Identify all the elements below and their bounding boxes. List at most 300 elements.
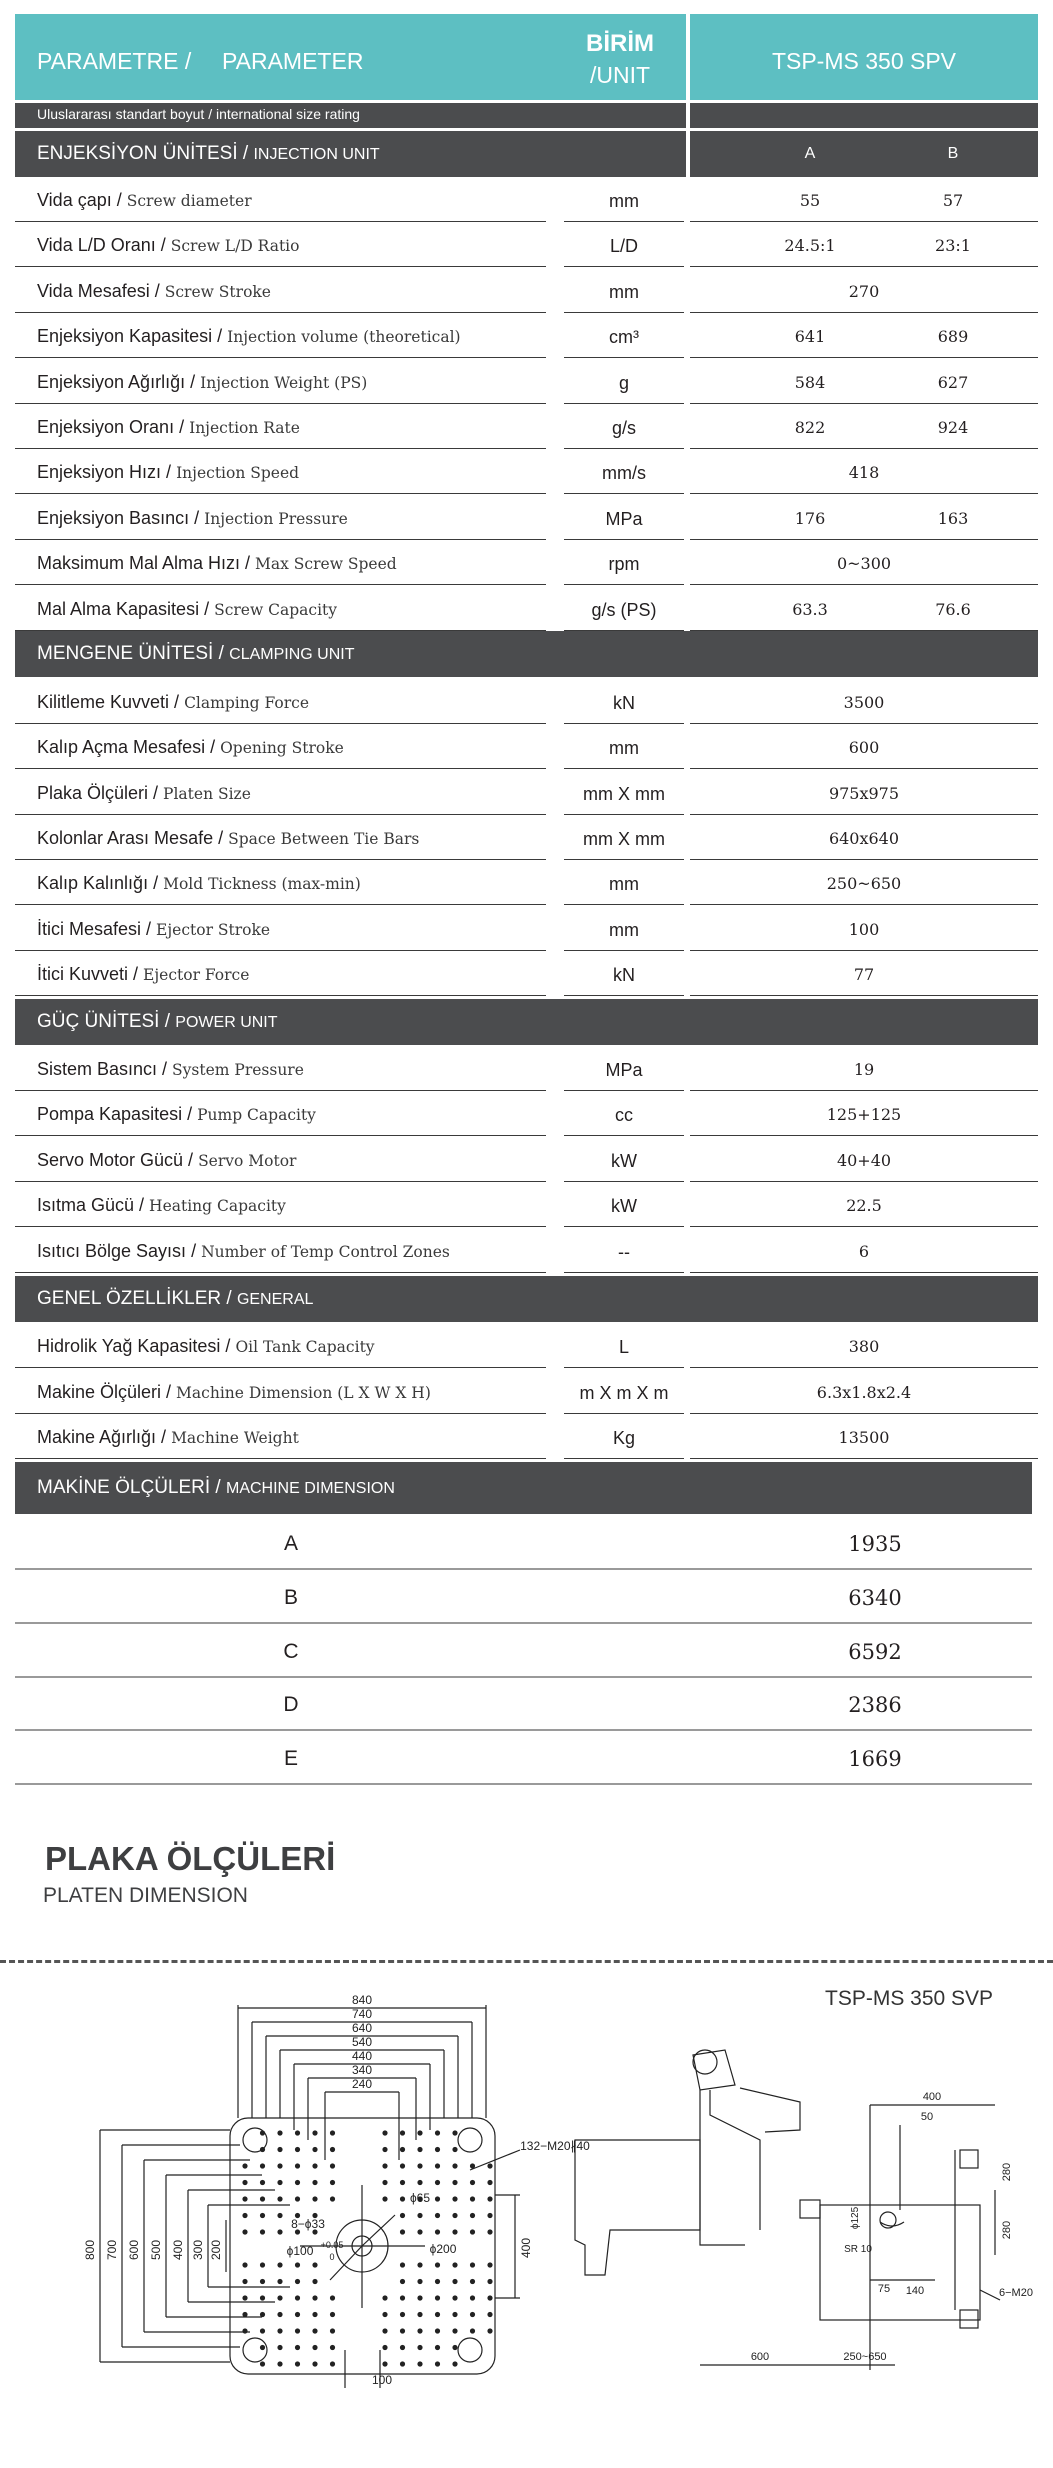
col-b-header: B [947,145,959,162]
dim-340: 340 [351,2063,373,2077]
param-unit: L [618,1337,629,1357]
param-value-b: 23:1 [935,236,971,256]
param-unit: cc [615,1105,633,1126]
param-value-b: 163 [937,508,969,528]
table-row [15,541,1038,585]
label-r75: 75 [877,2283,891,2295]
dim-840: 840 [351,1993,373,2007]
dim-240: 240 [351,2077,373,2091]
mounting-hole [470,2295,475,2300]
mounting-hole [452,2196,457,2201]
table-row [15,952,1038,996]
table-row [15,725,1038,769]
param-value-a: 822 [794,418,826,437]
param-unit: L/D [609,236,638,257]
param-name: İtici Kuvveti / Ejector Force [37,963,250,984]
mounting-hole [400,2130,405,2135]
mounting-hole [330,2180,335,2185]
param-value-b: 76.6 [935,599,971,619]
intl-rating-bar-right [690,103,1038,128]
mounting-hole [400,2196,405,2201]
mounting-hole [417,2163,422,2168]
param-value: 418 [848,463,880,483]
mounting-hole [330,2295,335,2300]
section-general [15,1276,1038,1322]
mounting-hole [435,2163,440,2168]
mounting-hole [312,2180,317,2185]
dim-200: 200 [209,2239,223,2261]
param-value-a: 176 [794,508,826,528]
mounting-hole [487,2295,492,2300]
mounting-hole [417,2295,422,2300]
dim-800: 800 [83,2239,97,2261]
param-name: Sistem Basıncı / System Pressure [37,1059,304,1079]
mounting-hole [312,2262,317,2267]
param-unit: cm³ [609,327,639,348]
label-center: ϕ100 [286,2244,314,2258]
mounting-hole [417,2262,422,2267]
table-row [15,496,1038,540]
label-d100: 100 [371,2373,393,2387]
mounting-hole [452,2279,457,2284]
mounting-hole [242,2213,247,2218]
mounting-hole [330,2147,335,2152]
param-unit: kN [613,693,635,713]
mounting-hole [277,2312,282,2317]
mounting-hole [470,2213,475,2218]
mounting-hole [452,2147,457,2152]
table-row [15,1370,1038,1414]
param-unit: mm [609,281,639,302]
param-unit: mm X mm [583,828,665,849]
mounting-hole [417,2279,422,2284]
mounting-hole [470,2163,475,2168]
mounting-hole [470,2180,475,2185]
param-name: Kolonlar Arası Mesafe / Space Between Tie Bars [37,827,420,848]
header-model: TSP-MS 350 SPV [771,48,957,74]
dimension-row [15,1626,1032,1678]
param-value: 250~650 [826,874,902,894]
dimension-key: A [283,1532,298,1555]
table-row [15,223,1038,267]
mounting-hole [260,2279,265,2284]
label-r280b: 280 [1001,2220,1013,2240]
param-unit: mm [609,191,639,211]
mounting-hole [260,2130,265,2135]
mounting-hole [242,2229,247,2234]
mounting-hole [330,2196,335,2201]
dim-540: 540 [351,2035,373,2049]
mounting-hole [382,2328,387,2333]
section-power-unit [15,999,1038,1045]
mounting-hole [277,2262,282,2267]
mounting-hole [452,2163,457,2168]
param-value-b: 689 [937,327,969,347]
mounting-hole [312,2147,317,2152]
param-unit: g/s [611,418,636,438]
param-value: 0~300 [836,554,892,574]
section-title: ENJEKSİYON ÜNİTESİ / INJECTION UNIT [37,143,380,164]
tie-bar-hole-bl [243,2338,267,2362]
mounting-hole [417,2180,422,2185]
mounting-hole [295,2345,300,2350]
mounting-hole [452,2345,457,2350]
param-value: 975x975 [828,783,900,803]
platen-model-label: TSP-MS 350 SVP [825,1987,994,2010]
mounting-hole [400,2345,405,2350]
mounting-hole [260,2345,265,2350]
mounting-hole [417,2328,422,2333]
mounting-hole [277,2295,282,2300]
platen-title: PLAKA ÖLÇÜLERİ [45,1840,336,1877]
mounting-hole [295,2130,300,2135]
dimension-key: E [283,1747,298,1771]
param-value-a: 641 [794,327,826,347]
param-unit: MPa [605,1060,643,1080]
mounting-hole [277,2279,282,2284]
param-name: Servo Motor Gücü / Servo Motor [37,1149,297,1170]
mounting-hole [417,2213,422,2218]
label-tol-up: +0.05 [320,2240,344,2250]
param-unit: mm X mm [583,783,665,804]
mounting-hole [260,2295,265,2300]
table-row [15,771,1038,815]
side-view-body [575,2140,700,2275]
param-name: Makine Ağırlığı / Machine Weight [37,1427,299,1447]
param-name: Isıtıcı Bölge Sayısı / Number of Temp Control Zones [37,1240,450,1261]
dimension-key: D [283,1693,299,1717]
mounting-hole [470,2328,475,2333]
param-unit: m X m X m [579,1382,669,1403]
table-row [15,314,1038,358]
param-value-b: 57 [942,191,964,210]
mounting-hole [242,2328,247,2333]
param-unit: g [618,372,629,393]
mounting-hole [260,2262,265,2267]
mounting-hole [312,2295,317,2300]
section-clamping-unit [15,631,1038,677]
mounting-hole [382,2361,387,2366]
section-title: GENEL ÖZELLİKLER / GENERAL [37,1288,314,1309]
tie-bar-hole-tr [458,2128,482,2152]
mounting-hole [277,2180,282,2185]
mounting-hole [277,2328,282,2333]
mounting-hole [400,2279,405,2284]
table-row [15,1138,1038,1182]
mounting-hole [277,2196,282,2201]
mounting-hole [312,2312,317,2317]
label-d65: ϕ65 [409,2191,431,2205]
mounting-hole [312,2279,317,2284]
param-name: Isıtma Gücü / Heating Capacity [37,1195,286,1216]
mounting-hole [242,2262,247,2267]
mounting-hole [382,2147,387,2152]
col-a-header: A [804,145,816,162]
table-row [15,680,1038,724]
header-unit-tr: BİRİM [586,30,654,57]
header-model-cell [690,14,1038,100]
table-row [15,587,1038,631]
mounting-hole [277,2361,282,2366]
table-row [15,405,1038,449]
mounting-hole [435,2262,440,2267]
mounting-hole [260,2328,265,2333]
mounting-hole [382,2180,387,2185]
label-tol-low: 0 [329,2252,335,2262]
param-name: Plaka Ölçüleri / Platen Size [37,782,251,803]
table-row [15,1047,1038,1091]
param-unit: mm [609,919,639,940]
mounting-hole [400,2262,405,2267]
mounting-hole [470,2262,475,2267]
table-row [15,360,1038,404]
param-unit: kN [613,964,635,985]
mounting-hole [452,2295,457,2300]
param-value-a: 584 [794,372,826,392]
mounting-hole [382,2295,387,2300]
mounting-hole [452,2361,457,2366]
mounting-hole [312,2130,317,2135]
dim-400: 400 [171,2239,185,2261]
param-name: Kilitleme Kuvveti / Clamping Force [37,692,310,712]
mounting-hole [295,2312,300,2317]
table-row [15,816,1038,860]
mounting-hole [242,2312,247,2317]
mounting-hole [452,2328,457,2333]
mounting-hole [260,2229,265,2234]
mounting-hole [330,2361,335,2366]
mounting-hole [435,2180,440,2185]
table-row [15,1324,1038,1368]
mounting-hole [487,2262,492,2267]
header-unit-en: /UNIT [589,62,651,88]
label-250-650: 250~650 [843,2351,887,2363]
param-name: Hidrolik Yağ Kapasitesi / Oil Tank Capacity [37,1336,375,1356]
table-row [15,1229,1038,1273]
section-title: MENGENE ÜNİTESİ / CLAMPING UNIT [37,643,355,664]
mounting-hole [487,2196,492,2201]
mounting-hole [400,2295,405,2300]
mounting-hole [260,2196,265,2201]
mounting-hole [470,2196,475,2201]
param-value: 600 [848,738,880,758]
table-row [15,1415,1038,1459]
mounting-hole [487,2279,492,2284]
param-value: 77 [853,964,875,984]
label-thread: 132−M20∦40 [520,2139,590,2153]
dim-700: 700 [105,2239,119,2261]
intl-rating-text: Uluslararası standart boyut / international size rating [37,106,360,122]
mounting-hole [435,2328,440,2333]
mounting-hole [312,2196,317,2201]
mounting-hole [417,2345,422,2350]
mounting-hole [277,2213,282,2218]
mounting-hole [330,2163,335,2168]
param-value-a: 24.5:1 [784,236,836,256]
dimension-value: 6340 [848,1585,902,1610]
param-value-a: 63.3 [792,599,828,619]
mounting-hole [382,2345,387,2350]
label-rsr: SR 10 [844,2244,872,2255]
dim-side-400: 400 [519,2237,533,2259]
param-unit: rpm [608,554,640,575]
param-name: Kalıp Açma Mesafesi / Opening Stroke [37,737,344,758]
label-d200: ϕ200 [429,2242,457,2256]
mounting-hole [382,2163,387,2168]
dim-440: 440 [351,2049,373,2063]
mounting-hole [295,2328,300,2333]
mounting-hole [400,2361,405,2366]
mounting-hole [435,2147,440,2152]
dimension-key: B [283,1585,298,1609]
dimension-row [15,1733,1032,1785]
mounting-hole [417,2361,422,2366]
mounting-hole [242,2279,247,2284]
mounting-hole [435,2229,440,2234]
dim-740: 740 [351,2007,373,2021]
table-row [15,450,1038,494]
mounting-hole [295,2361,300,2366]
mounting-hole [417,2312,422,2317]
dimension-value: 6592 [848,1639,902,1664]
param-name: Enjeksiyon Kapasitesi / Injection volume (theoretical) [37,326,461,347]
section-title: GÜÇ ÜNİTESİ / POWER UNIT [37,1011,278,1032]
mounting-hole [295,2147,300,2152]
mounting-hole [312,2361,317,2366]
mounting-hole [487,2229,492,2234]
param-name: Pompa Kapasitesi / Pump Capacity [37,1104,316,1125]
section-injection-unit [15,131,1038,177]
label-rm20: 6−M20 [999,2287,1033,2299]
mounting-hole [242,2295,247,2300]
mounting-hole [435,2345,440,2350]
param-name: Mal Alma Kapasitesi / Screw Capacity [37,598,338,619]
param-unit: kW [611,1196,637,1217]
table-row [15,861,1038,905]
param-name: Maksimum Mal Alma Hızı / Max Screw Speed [37,553,397,574]
param-unit: mm/s [602,463,646,484]
mounting-hole [242,2196,247,2201]
dimension-value: 2386 [848,1693,902,1718]
mounting-hole [400,2229,405,2234]
param-value: 6 [858,1241,870,1261]
mounting-hole [312,2345,317,2350]
mounting-hole [295,2196,300,2201]
param-unit: g/s (PS) [591,599,657,620]
param-name: Enjeksiyon Hızı / Injection Speed [37,462,300,483]
mounting-hole [400,2180,405,2185]
param-name: Enjeksiyon Oranı / Injection Rate [37,417,300,437]
table-row [15,1092,1038,1136]
param-value: 125+125 [826,1105,902,1125]
label-r280a: 280 [1001,2162,1013,2182]
mounting-hole [487,2163,492,2168]
table-row [15,907,1038,951]
mounting-hole [277,2130,282,2135]
mounting-hole [417,2147,422,2152]
mounting-hole [295,2163,300,2168]
header-param-en: PARAMETER [222,48,364,74]
tie-bar-hole-br [458,2338,482,2362]
mounting-hole [330,2345,335,2350]
param-value: 3500 [843,693,885,712]
param-value-b: 627 [937,372,969,392]
table-row [15,269,1038,313]
param-name: Vida L/D Oranı / Screw L/D Ratio [37,235,300,256]
param-name: Kalıp Kalınlığı / Mold Tickness (max-min) [37,873,361,894]
mounting-hole [295,2295,300,2300]
mounting-hole [435,2295,440,2300]
mounting-hole [487,2328,492,2333]
mounting-hole [260,2147,265,2152]
param-value-b: 924 [937,418,969,437]
dimension-value: 1935 [848,1532,902,1556]
mounting-hole [400,2213,405,2218]
mounting-hole [330,2312,335,2317]
section-machine-dimension [15,1462,1032,1514]
mounting-hole [452,2213,457,2218]
param-unit: mm [609,874,639,895]
param-value: 40+40 [836,1150,892,1170]
param-value: 640x640 [828,828,900,848]
mounting-hole [312,2328,317,2333]
mounting-hole [452,2180,457,2185]
param-value: 100 [848,919,880,939]
mounting-hole [260,2312,265,2317]
mounting-hole [452,2262,457,2267]
mounting-hole [260,2213,265,2218]
header-parameter-cell [15,14,686,100]
param-unit: mm [609,738,639,759]
mounting-hole [435,2361,440,2366]
mounting-hole [487,2213,492,2218]
param-name: Enjeksiyon Ağırlığı / Injection Weight (PS) [37,371,368,392]
param-value: 19 [853,1060,875,1079]
dashed-divider [0,1960,1053,1963]
label-r140: 140 [905,2285,925,2297]
param-unit: kW [611,1150,637,1171]
mounting-hole [400,2328,405,2333]
mounting-hole [400,2163,405,2168]
mounting-hole [435,2213,440,2218]
mounting-hole [470,2279,475,2284]
dimension-key: C [283,1639,299,1663]
mounting-hole [295,2180,300,2185]
mounting-hole [470,2312,475,2317]
mounting-hole [330,2130,335,2135]
mounting-hole [382,2196,387,2201]
param-value: 270 [848,281,880,301]
label-r400: 400 [922,2091,942,2103]
section-title: MAKİNE ÖLÇÜLERİ / MACHINE DIMENSION [37,1477,395,1498]
platen-subtitle: PLATEN DIMENSION [43,1884,248,1907]
dim-500: 500 [149,2239,163,2261]
dimension-row [15,1679,1032,1731]
label-600: 600 [750,2351,770,2363]
mounting-hole [400,2147,405,2152]
dim-300: 300 [191,2239,205,2261]
intl-rating-bar [15,103,686,128]
mounting-hole [487,2180,492,2185]
param-unit: Kg [612,1428,636,1448]
mounting-hole [417,2229,422,2234]
label-r125: ϕ125 [850,2206,861,2230]
mounting-hole [452,2130,457,2135]
dim-640: 640 [351,2021,373,2035]
mounting-hole [382,2312,387,2317]
mounting-hole [277,2229,282,2234]
mounting-hole [452,2312,457,2317]
